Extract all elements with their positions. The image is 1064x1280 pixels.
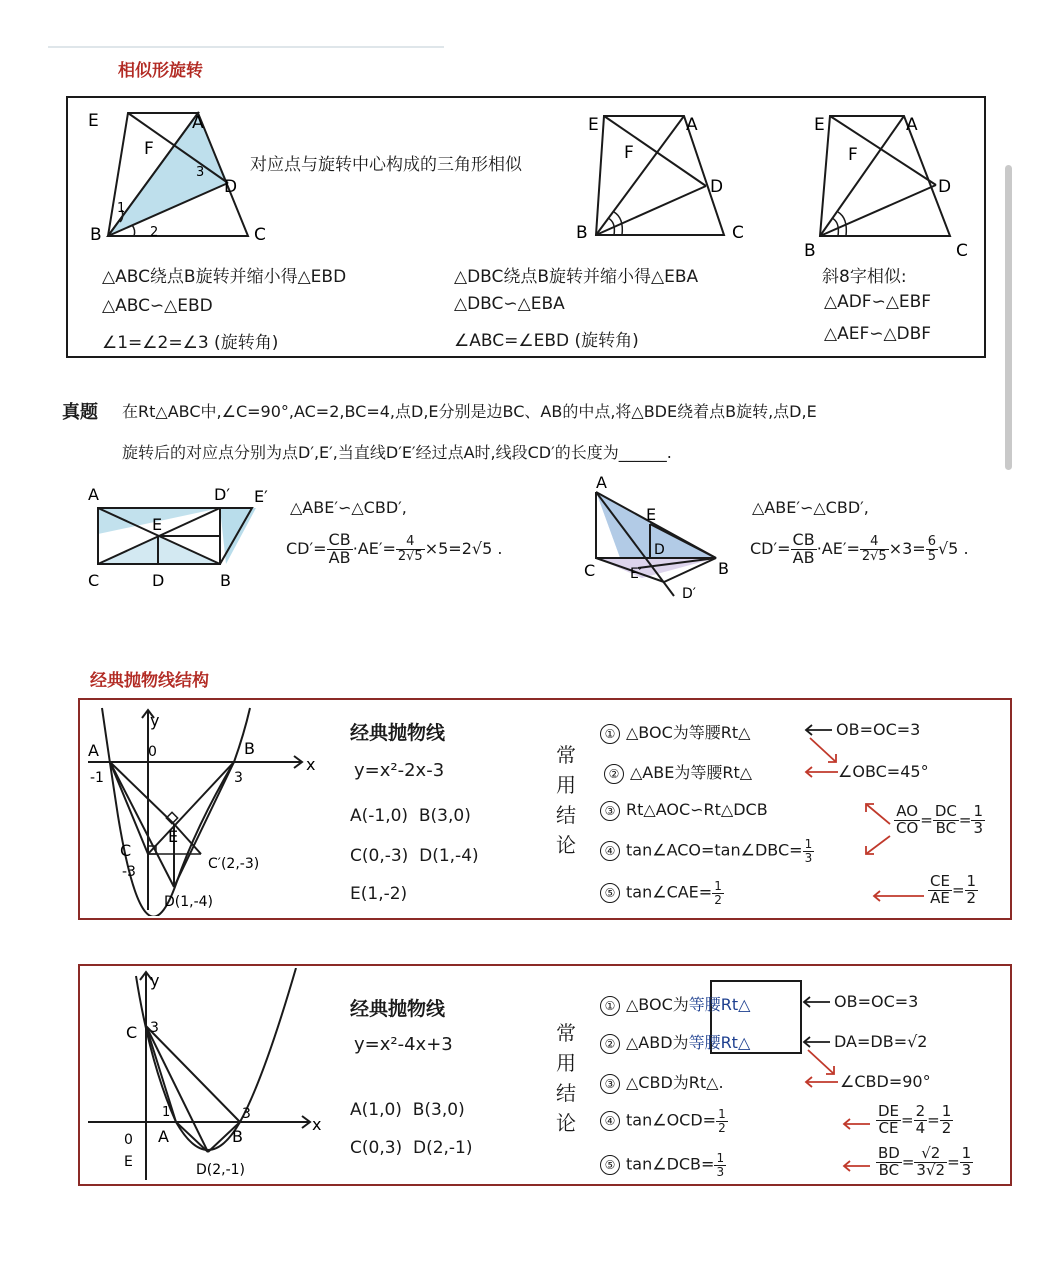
panel-a-row2: ② △ABE为等腰Rt△ bbox=[604, 760, 752, 784]
col3-line1: 斜8字相似: bbox=[822, 267, 907, 287]
panel-b-row3-note: ∠CBD=90° bbox=[840, 1072, 931, 1091]
svg-text:0: 0 bbox=[124, 1132, 133, 1148]
svg-text:D′: D′ bbox=[214, 485, 230, 504]
panel-a-row3-note: $\frac{AO}{CO}$ = $\frac{DC}{BC}$ = $\frac{1}{3}$ bbox=[896, 802, 984, 837]
svg-text:E: E bbox=[152, 515, 163, 534]
problem-line1: 在Rt△ABC中,∠C=90°,AC=2,BC=4,点D,E分别是边BC、AB的中点,将△BDE绕着点B旋转,点D,E bbox=[122, 402, 817, 421]
svg-text:F: F bbox=[144, 139, 154, 159]
svg-text:3: 3 bbox=[196, 165, 205, 180]
panel-a-row1: ① △BOC为等腰Rt△ bbox=[600, 720, 750, 744]
svg-text:B: B bbox=[576, 223, 588, 240]
panel-b-row1-note: OB=OC=3 bbox=[834, 992, 919, 1011]
col1-line3: ∠1=∠2=∠3 (旋转角) bbox=[102, 333, 279, 353]
panel-b-side-label: 常 用 结 论 bbox=[556, 1021, 576, 1135]
svg-text:D: D bbox=[152, 571, 165, 590]
panel-a-heading: 经典抛物线 bbox=[350, 722, 446, 744]
svg-text:-1: -1 bbox=[90, 770, 104, 786]
panel-a-row4: ④ tan∠ACO=tan∠DBC= $\frac{1}{3}$ bbox=[600, 838, 814, 864]
panel-a-side-label: 常 用 结 论 bbox=[556, 743, 576, 857]
svg-text:A: A bbox=[88, 485, 99, 504]
svg-text:B: B bbox=[804, 241, 816, 260]
panel-a-points-2: C(0,-3) D(1,-4) bbox=[350, 846, 479, 866]
panel-b-heading: 经典抛物线 bbox=[350, 998, 446, 1020]
panel-a-points-3: E(1,-2) bbox=[350, 884, 408, 904]
panel-b-row5: ⑤ tan∠DCB= $\frac{1}{3}$ bbox=[600, 1152, 726, 1178]
svg-text:A: A bbox=[906, 115, 918, 135]
panel-a-row3: ③ Rt△AOC∽Rt△DCB bbox=[600, 800, 768, 821]
svg-text:B: B bbox=[244, 739, 255, 758]
panel-a-row5-note: $\frac{CE}{AE}$ = $\frac{1}{2}$ bbox=[930, 872, 977, 907]
svg-text:1: 1 bbox=[162, 1105, 171, 1120]
svg-text:x: x bbox=[312, 1115, 322, 1134]
section2-title: 经典抛物线结构 bbox=[90, 671, 209, 691]
svg-text:E: E bbox=[88, 111, 99, 131]
parabola-panel-a bbox=[78, 698, 1012, 920]
svg-text:E: E bbox=[646, 505, 657, 524]
svg-text:3: 3 bbox=[234, 770, 243, 786]
solution-figure2 bbox=[578, 474, 738, 604]
svg-text:C: C bbox=[254, 225, 266, 245]
svg-text:D: D bbox=[224, 177, 238, 197]
panel-a-row1-note: OB=OC=3 bbox=[836, 720, 921, 739]
top-rule bbox=[48, 46, 444, 48]
svg-text:E′: E′ bbox=[630, 566, 643, 582]
svg-text:-3: -3 bbox=[122, 864, 136, 880]
svg-text:2: 2 bbox=[150, 225, 159, 240]
solution1-similarity: △ABE′∽△CBD′, bbox=[290, 498, 407, 517]
svg-text:D(2,-1): D(2,-1) bbox=[196, 1162, 246, 1178]
svg-text:1: 1 bbox=[117, 201, 126, 216]
panel-a-row2-note: ∠OBC=45° bbox=[838, 762, 929, 781]
solution-figure1 bbox=[86, 482, 276, 592]
figure1-rotation bbox=[84, 106, 284, 246]
panel-b-row1: ① △BOC为等腰Rt△ bbox=[600, 992, 750, 1016]
svg-text:E: E bbox=[168, 827, 179, 846]
svg-text:D(1,-4): D(1,-4) bbox=[164, 894, 214, 910]
svg-text:A: A bbox=[192, 113, 204, 133]
svg-text:B: B bbox=[220, 571, 231, 590]
figure3-hourglass bbox=[800, 110, 1000, 260]
svg-text:0: 0 bbox=[148, 744, 157, 760]
section1-title: 相似形旋转 bbox=[118, 61, 203, 81]
svg-text:C: C bbox=[956, 241, 968, 260]
svg-text:A: A bbox=[596, 474, 607, 492]
svg-text:D: D bbox=[710, 177, 724, 197]
panel-b-row2-note: DA=DB=√2 bbox=[834, 1032, 928, 1051]
svg-text:C: C bbox=[120, 841, 132, 860]
panel-a-row5: ⑤ tan∠CAE= $\frac{1}{2}$ bbox=[600, 880, 724, 906]
svg-text:E: E bbox=[124, 1154, 133, 1170]
solution2-formula: CD′= $\frac{CB}{AB}$ ·AE′= $\frac{4}{2√5}$ ×3= $\frac{6}{5}$ √5 . bbox=[750, 530, 969, 567]
svg-text:A: A bbox=[686, 115, 698, 135]
panel-b-equation: y=x²-4x+3 bbox=[354, 1034, 453, 1055]
parabola-graph-a bbox=[84, 704, 334, 916]
col2-line3: ∠ABC=∠EBD (旋转角) bbox=[454, 331, 639, 351]
panel-b-row4-note: $\frac{DE}{CE}$ = $\frac{2}{4}$ = $\frac{1}{2}$ bbox=[878, 1102, 952, 1137]
svg-text:C′(2,-3): C′(2,-3) bbox=[208, 856, 260, 872]
svg-text:E: E bbox=[814, 115, 825, 135]
svg-text:E: E bbox=[588, 115, 599, 135]
problem-tag: 真题 bbox=[62, 402, 98, 423]
rotation-note: 对应点与旋转中心构成的三角形相似 bbox=[250, 155, 522, 175]
problem-line2: 旋转后的对应点分别为点D′,E′,当直线D′E′经过点A时,线段CD′的长度为______. bbox=[122, 443, 672, 462]
svg-text:D: D bbox=[938, 177, 952, 197]
svg-text:y: y bbox=[150, 711, 160, 730]
svg-text:C: C bbox=[584, 561, 596, 580]
svg-text:A: A bbox=[88, 741, 99, 760]
scrollbar[interactable] bbox=[1005, 165, 1012, 470]
panel-b-row5-note: $\frac{BD}{BC}$ = $\frac{√2}{3√2}$ = $\frac{1}{3}$ bbox=[878, 1144, 972, 1179]
col3-line3: △AEF∽△DBF bbox=[824, 324, 932, 344]
solution1-formula: CD′= $\frac{CB}{AB}$ ·AE′= $\frac{4}{2√5}$ ×5=2√5 . bbox=[286, 530, 503, 567]
svg-text:C: C bbox=[88, 571, 100, 590]
svg-text:y: y bbox=[150, 971, 160, 990]
section1-box bbox=[66, 96, 986, 358]
parabola-panel-b bbox=[78, 964, 1012, 1186]
panel-b-points-1: A(1,0) B(3,0) bbox=[350, 1100, 465, 1120]
svg-text:x: x bbox=[306, 755, 316, 774]
col1-line1: △ABC绕点B旋转并缩小得△EBD bbox=[102, 267, 347, 287]
svg-text:B: B bbox=[232, 1127, 243, 1146]
svg-text:3: 3 bbox=[150, 1020, 159, 1036]
panel-b-row3: ③ △CBD为Rt△. bbox=[600, 1070, 724, 1094]
panel-a-equation: y=x²-2x-3 bbox=[354, 760, 445, 781]
svg-text:A: A bbox=[158, 1127, 169, 1146]
col1-line2: △ABC∽△EBD bbox=[102, 296, 213, 316]
col2-line2: △DBC∽△EBA bbox=[454, 294, 565, 314]
panel-b-row2: ② △ABD为等腰Rt△ bbox=[600, 1030, 750, 1054]
col2-line1: △DBC绕点B旋转并缩小得△EBA bbox=[454, 267, 699, 287]
svg-text:E′: E′ bbox=[254, 487, 268, 506]
panel-b-row4: ④ tan∠OCD= $\frac{1}{2}$ bbox=[600, 1108, 728, 1134]
parabola-graph-b bbox=[84, 968, 334, 1184]
svg-text:C: C bbox=[126, 1023, 138, 1042]
col3-line2: △ADF∽△EBF bbox=[824, 292, 932, 312]
svg-text:F: F bbox=[624, 143, 634, 163]
panel-a-points-1: A(-1,0) B(3,0) bbox=[350, 806, 471, 826]
svg-text:D′: D′ bbox=[682, 586, 696, 602]
svg-text:F: F bbox=[848, 145, 858, 165]
figure2-rotation bbox=[574, 110, 774, 240]
svg-text:D: D bbox=[654, 542, 665, 558]
solution2-similarity: △ABE′∽△CBD′, bbox=[752, 498, 869, 517]
svg-text:3: 3 bbox=[242, 1106, 251, 1122]
svg-text:B: B bbox=[90, 225, 102, 245]
svg-text:B: B bbox=[718, 559, 729, 578]
panel-b-points-2: C(0,3) D(2,-1) bbox=[350, 1138, 473, 1158]
svg-text:C: C bbox=[732, 223, 744, 240]
